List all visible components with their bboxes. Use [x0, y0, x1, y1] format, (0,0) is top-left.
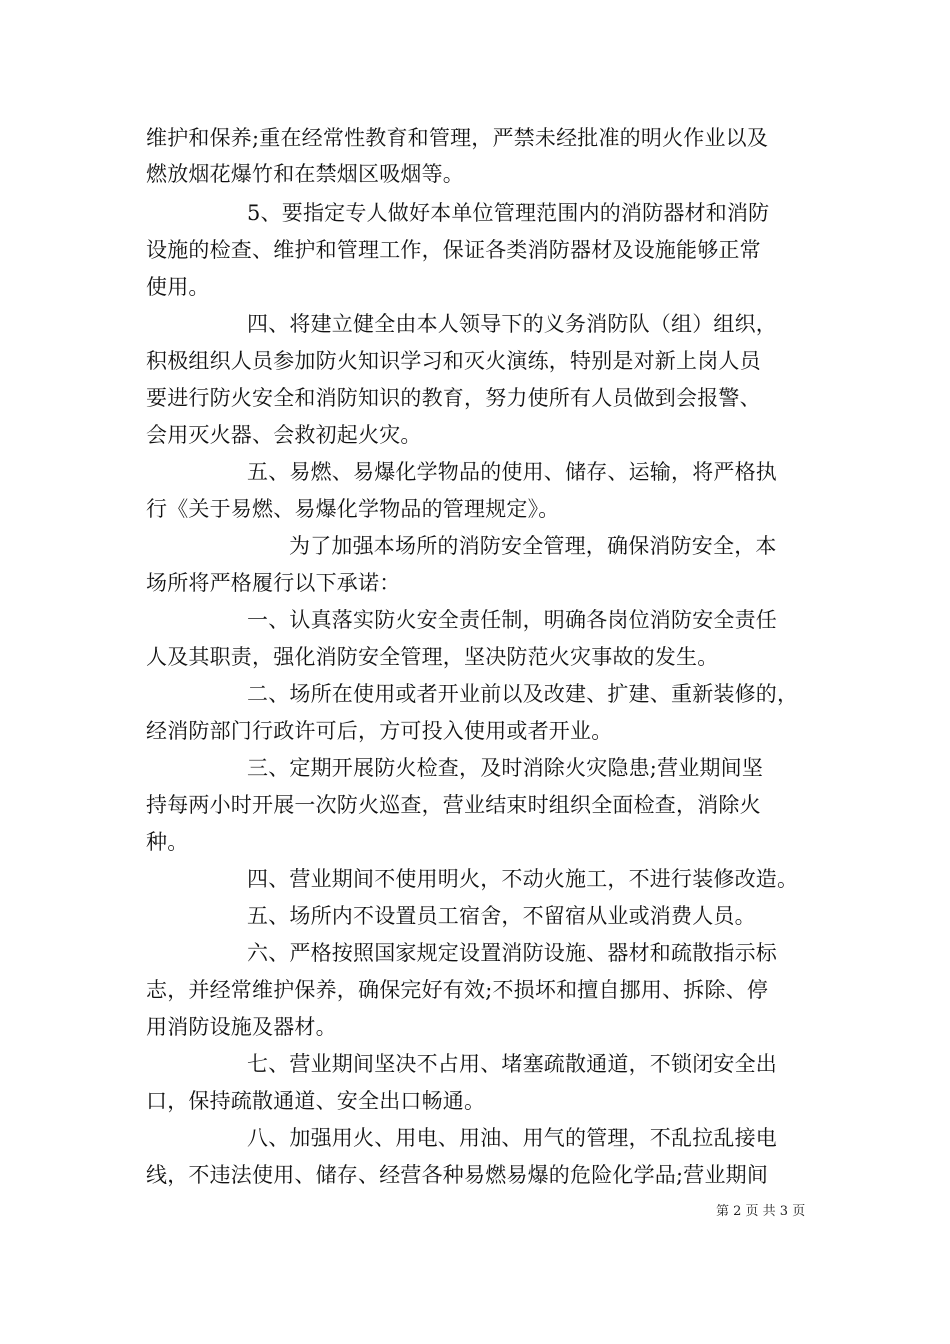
text-line: 使用。 [146, 275, 210, 299]
text-line: 种。 [146, 830, 189, 854]
text-line: 人及其职责，强化消防安全管理，坚决防范火灾事故的发生。 [146, 645, 719, 669]
text-line: 行《关于易燃、易爆化学物品的管理规定》。 [146, 497, 560, 521]
text-line: 维护和保养;重在经常性教育和管理，严禁未经批准的明火作业以及 [146, 126, 769, 150]
text-line: 设施的检查、维护和管理工作，保证各类消防器材及设施能够正常 [146, 238, 761, 262]
text-line: 五、场所内不设置员工宿舍，不留宿从业或消费人员。 [247, 904, 756, 928]
text-line: 为了加强本场所的消防安全管理，确保消防安全，本 [289, 534, 777, 558]
text-line: 会用灭火器、会救初起火灾。 [146, 423, 422, 447]
text-line: 用消防设施及器材。 [146, 1015, 337, 1039]
text-line: 持每两小时开展一次防火巡查，营业结束时组织全面检查，消除火 [146, 793, 761, 817]
text-line: 六、严格按照国家规定设置消防设施、器材和疏散指示标 [247, 941, 777, 965]
text-line: 四、营业期间不使用明火，不动火施工，不进行装修改造。 [247, 867, 799, 891]
text-line: 三、定期开展防火检查，及时消除火灾隐患;营业期间坚 [247, 756, 764, 780]
text-line: 积极组织人员参加防火知识学习和灭火演练，特别是对新上岗人员 [146, 349, 761, 373]
text-line: 经消防部门行政许可后，方可投入使用或者开业。 [146, 719, 613, 743]
text-line: 八、加强用火、用电、用油、用气的管理，不乱拉乱接电 [247, 1126, 777, 1150]
text-line: 5、要指定专人做好本单位管理范围内的消防器材和消防 [247, 201, 770, 225]
text-line: 四、将建立健全由本人领导下的义务消防队（组）组织， [247, 312, 777, 336]
text-line: 二、场所在使用或者开业前以及改建、扩建、重新装修的， [247, 682, 799, 706]
text-line: 志，并经常维护保养，确保完好有效;不损坏和擅自挪用、拆除、停 [146, 978, 769, 1002]
text-line: 场所将严格履行以下承诺： [146, 571, 401, 595]
text-line: 七、营业期间坚决不占用、堵塞疏散通道，不锁闭安全出 [247, 1052, 777, 1076]
text-line: 要进行防火安全和消防知识的教育，努力使所有人员做到会报警、 [146, 386, 761, 410]
text-line: 五、易燃、易爆化学物品的使用、储存、运输，将严格执 [247, 460, 777, 484]
text-line: 线，不违法使用、储存、经营各种易燃易爆的危险化学品;营业期间 [146, 1163, 769, 1187]
text-line: 口，保持疏散通道、安全出口畅通。 [146, 1089, 486, 1113]
text-line: 燃放烟花爆竹和在禁烟区吸烟等。 [146, 162, 464, 186]
text-line: 一、认真落实防火安全责任制，明确各岗位消防安全责任 [247, 608, 777, 632]
page-number: 第 2 页 共 3 页 [716, 1204, 806, 1219]
